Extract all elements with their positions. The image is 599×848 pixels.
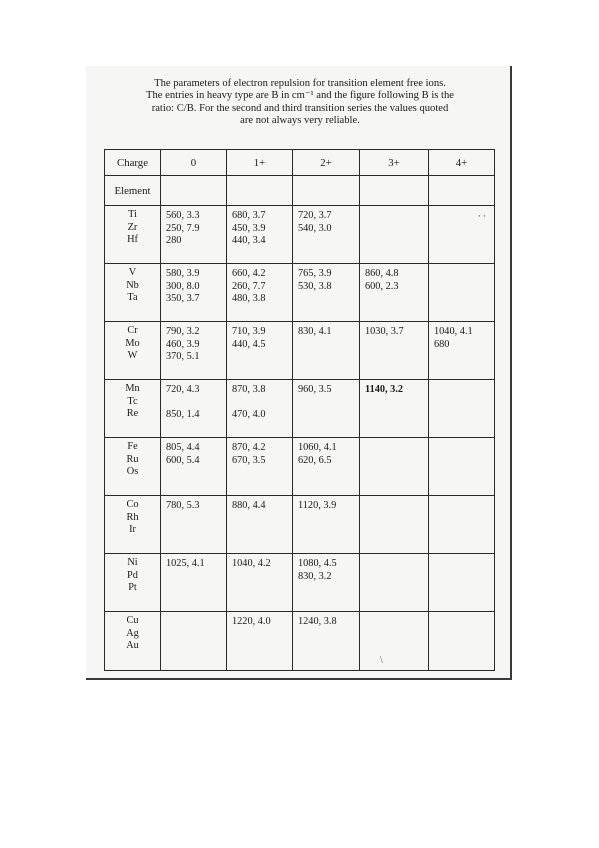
parameter-value <box>434 571 494 584</box>
header-row <box>105 150 495 176</box>
parameter-value <box>166 629 226 642</box>
parameter-value <box>298 641 359 654</box>
parameter-value <box>365 500 428 513</box>
parameter-value <box>434 235 494 248</box>
parameter-value <box>434 525 494 538</box>
parameter-value <box>434 384 494 397</box>
parameter-cell <box>360 206 429 264</box>
parameter-value <box>298 525 359 538</box>
parameter-value: 830, 3.2 <box>298 570 332 582</box>
parameter-value <box>434 442 494 455</box>
parameter-value: 540, 3.0 <box>298 222 332 234</box>
element-symbol: Zr <box>127 221 138 233</box>
parameter-value <box>365 583 428 596</box>
parameter-cell <box>429 496 495 554</box>
parameter-value: 470, 4.0 <box>232 409 266 420</box>
parameter-value <box>166 616 226 629</box>
parameter-value <box>232 525 292 538</box>
parameter-cell <box>227 612 293 671</box>
parameter-value: 765, 3.9 <box>298 268 332 279</box>
element-symbol: Hf <box>127 234 138 245</box>
parameter-value: 1040, 4.1 <box>434 326 473 337</box>
charge-3-header: 3+ <box>360 150 429 176</box>
parameter-value <box>232 351 292 364</box>
parameter-value: 280 <box>166 235 182 246</box>
parameter-value: 1240, 3.8 <box>298 616 337 627</box>
element-symbol: Tc <box>127 395 138 407</box>
element-symbol: Re <box>126 408 139 419</box>
electron-repulsion-table <box>104 149 495 671</box>
parameter-value: 880, 4.4 <box>232 500 266 511</box>
parameter-cell <box>227 554 293 612</box>
parameter-value <box>434 455 494 468</box>
parameter-cell <box>227 438 293 496</box>
parameter-value: 870, 3.8 <box>232 384 266 395</box>
element-group-row <box>105 438 495 496</box>
element-symbol: Mo <box>125 337 140 349</box>
parameter-value: 720, 4.3 <box>166 384 200 395</box>
parameter-value <box>434 409 494 422</box>
parameter-value <box>365 351 428 364</box>
parameter-value: 530, 3.8 <box>298 280 332 292</box>
caption-line: The parameters of electron repulsion for transition element free ions. <box>154 78 446 89</box>
parameter-value <box>166 641 226 654</box>
parameter-value: 580, 3.9 <box>166 268 200 279</box>
parameter-cell <box>429 264 495 322</box>
element-symbols-cell <box>105 206 161 264</box>
element-symbol: Ti <box>128 209 137 220</box>
parameter-cell <box>161 496 227 554</box>
element-symbol: Pd <box>127 569 138 581</box>
parameter-cell <box>293 322 360 380</box>
element-symbol: Pt <box>128 582 137 593</box>
caption-line: The entries in heavy type are B in cm⁻¹ and the figure following B is the <box>146 90 454 102</box>
parameter-value <box>365 409 428 422</box>
parameter-value: 600, 5.4 <box>166 454 200 466</box>
parameter-value <box>434 641 494 654</box>
parameter-value <box>434 293 494 306</box>
parameter-cell <box>293 554 360 612</box>
parameter-cell <box>360 496 429 554</box>
element-symbol: Mn <box>125 383 140 394</box>
charge-header: Charge <box>105 150 161 176</box>
parameter-value: 860, 4.8 <box>365 268 399 279</box>
element-group-row <box>105 496 495 554</box>
charge-4-header: 4+ <box>429 150 495 176</box>
parameter-value: 620, 6.5 <box>298 454 332 466</box>
parameter-cell <box>360 438 429 496</box>
parameter-value <box>434 281 494 294</box>
parameter-value <box>365 455 428 468</box>
parameter-cell <box>161 206 227 264</box>
empty-cell <box>293 176 360 206</box>
empty-cell <box>227 176 293 206</box>
parameter-cell <box>161 322 227 380</box>
parameter-value: 460, 3.9 <box>166 338 200 350</box>
parameter-cell <box>227 322 293 380</box>
element-group-row <box>105 380 495 438</box>
parameter-cell <box>227 380 293 438</box>
parameter-cell <box>360 322 429 380</box>
element-symbol: Cu <box>126 615 139 626</box>
parameter-value <box>434 616 494 629</box>
parameter-value <box>434 513 494 526</box>
parameter-value <box>365 442 428 455</box>
parameter-value <box>434 223 494 236</box>
parameter-value: 960, 3.5 <box>298 384 332 395</box>
parameter-value: 660, 4.2 <box>232 268 266 279</box>
element-symbol: Co <box>126 499 139 510</box>
parameter-cell <box>161 264 227 322</box>
parameter-value: 370, 5.1 <box>166 351 200 362</box>
parameter-cell <box>161 438 227 496</box>
element-symbol: Ta <box>127 292 138 303</box>
element-symbol: Os <box>126 466 139 477</box>
parameter-value: 670, 3.5 <box>232 454 266 466</box>
parameter-value <box>434 397 494 410</box>
parameter-value <box>298 397 359 410</box>
parameter-value: 1120, 3.9 <box>298 500 337 511</box>
parameter-value <box>434 351 494 364</box>
parameter-cell <box>429 554 495 612</box>
parameter-value: 720, 3.7 <box>298 210 332 221</box>
parameter-value: 680 <box>434 338 450 350</box>
parameter-cell <box>227 206 293 264</box>
parameter-value <box>365 513 428 526</box>
parameter-value: 450, 3.9 <box>232 222 266 234</box>
element-header: Element <box>105 176 161 206</box>
parameter-value: 870, 4.2 <box>232 442 266 453</box>
parameter-value <box>166 525 226 538</box>
parameter-value <box>298 629 359 642</box>
element-symbols-cell <box>105 322 161 380</box>
element-label-row <box>105 176 495 206</box>
table-body <box>105 150 495 671</box>
parameter-cell <box>360 554 429 612</box>
parameter-cell <box>429 322 495 380</box>
parameter-value: 1040, 4.2 <box>232 558 271 569</box>
element-symbol: Ru <box>126 453 139 465</box>
element-symbols-cell <box>105 438 161 496</box>
element-symbol: Ir <box>129 524 136 535</box>
element-symbol: W <box>127 350 138 361</box>
element-group-row <box>105 612 495 671</box>
element-symbol: Fe <box>127 441 138 452</box>
parameter-value <box>365 641 428 654</box>
parameter-value <box>434 268 494 281</box>
parameter-value <box>365 397 428 410</box>
parameter-value: 805, 4.4 <box>166 442 200 453</box>
parameter-value: 710, 3.9 <box>232 326 266 337</box>
parameter-cell <box>429 206 495 264</box>
parameter-cell <box>293 380 360 438</box>
parameter-value: 830, 4.1 <box>298 326 332 337</box>
scan-mark: \ <box>380 655 383 666</box>
empty-cell <box>161 176 227 206</box>
parameter-cell <box>293 264 360 322</box>
parameter-cell <box>293 496 360 554</box>
parameter-value: 1080, 4.5 <box>298 558 337 569</box>
element-group-row <box>105 264 495 322</box>
parameter-value <box>166 467 226 480</box>
element-symbols-cell <box>105 612 161 671</box>
element-symbol: Au <box>126 640 139 651</box>
element-symbol: Ni <box>127 557 138 568</box>
caption-line: are not always very reliable. <box>240 115 360 127</box>
parameter-value: 780, 5.3 <box>166 500 200 511</box>
parameter-value <box>365 571 428 584</box>
parameter-cell <box>360 612 429 671</box>
parameter-value <box>298 293 359 306</box>
parameter-cell <box>429 438 495 496</box>
parameter-value: 600, 2.3 <box>365 280 399 292</box>
parameter-value: · · <box>477 211 486 221</box>
parameter-value: 1060, 4.1 <box>298 442 337 453</box>
parameter-value <box>434 583 494 596</box>
parameter-value: 480, 3.8 <box>232 293 266 304</box>
element-symbols-cell <box>105 264 161 322</box>
parameter-value <box>365 339 428 352</box>
parameter-cell <box>293 438 360 496</box>
parameter-cell <box>293 612 360 671</box>
parameter-value: 300, 8.0 <box>166 280 200 292</box>
parameter-value <box>232 397 292 410</box>
parameter-value <box>365 210 428 223</box>
element-group-row <box>105 322 495 380</box>
parameter-value: 1140, 3.2 <box>365 384 404 395</box>
charge-1-header: 1+ <box>227 150 293 176</box>
parameter-cell <box>360 380 429 438</box>
empty-cell <box>360 176 429 206</box>
element-symbol: Nb <box>126 279 139 291</box>
parameter-cell <box>227 264 293 322</box>
element-symbol: V <box>128 267 137 278</box>
parameter-value <box>298 351 359 364</box>
element-group-row <box>105 554 495 612</box>
element-symbols-cell <box>105 380 161 438</box>
parameter-cell <box>429 380 495 438</box>
parameter-value <box>365 467 428 480</box>
parameter-value: 1030, 3.7 <box>365 326 404 337</box>
parameter-value <box>166 397 226 410</box>
table-caption <box>100 78 500 128</box>
parameter-value: 560, 3.3 <box>166 210 200 221</box>
parameter-value: 440, 4.5 <box>232 338 266 350</box>
parameter-value: 350, 3.7 <box>166 293 200 304</box>
parameter-value <box>365 235 428 248</box>
parameter-value <box>298 235 359 248</box>
empty-cell <box>429 176 495 206</box>
caption-line: ratio: C/B. For the second and third transition series the values quoted <box>151 102 449 114</box>
parameter-value <box>434 500 494 513</box>
element-group-row <box>105 206 495 264</box>
parameter-value <box>434 558 494 571</box>
parameter-value <box>298 467 359 480</box>
parameter-cell <box>161 380 227 438</box>
parameter-value: 790, 3.2 <box>166 326 200 337</box>
parameter-value <box>365 223 428 236</box>
parameter-value <box>298 339 359 352</box>
parameter-value: 250, 7.9 <box>166 222 200 234</box>
parameter-value <box>365 629 428 642</box>
parameter-cell <box>161 554 227 612</box>
parameter-value <box>232 571 292 584</box>
parameter-cell <box>360 264 429 322</box>
parameter-value: 680, 3.7 <box>232 210 266 221</box>
parameter-value <box>232 467 292 480</box>
parameter-cell <box>161 612 227 671</box>
parameter-value <box>166 583 226 596</box>
charge-0-header: 0 <box>161 150 227 176</box>
parameter-value <box>365 525 428 538</box>
parameter-value <box>298 513 359 526</box>
parameter-value <box>434 467 494 480</box>
parameter-value <box>166 571 226 584</box>
parameter-value <box>298 409 359 422</box>
parameter-value: 1025, 4.1 <box>166 558 205 569</box>
parameter-value <box>232 513 292 526</box>
parameter-value <box>298 583 359 596</box>
charge-2-header: 2+ <box>293 150 360 176</box>
element-symbols-cell <box>105 554 161 612</box>
parameter-value <box>232 629 292 642</box>
parameter-value <box>434 629 494 642</box>
parameter-value: 260, 7.7 <box>232 280 266 292</box>
parameter-value: 440, 3.4 <box>232 235 266 246</box>
parameter-value <box>365 616 428 629</box>
element-symbol: Cr <box>127 325 138 336</box>
parameter-value <box>365 293 428 306</box>
element-symbols-cell <box>105 496 161 554</box>
parameter-cell <box>293 206 360 264</box>
parameter-value: 1220, 4.0 <box>232 616 271 627</box>
parameter-value <box>365 558 428 571</box>
parameter-cell <box>429 612 495 671</box>
element-symbol: Rh <box>126 511 139 523</box>
parameter-value <box>232 583 292 596</box>
parameter-cell <box>227 496 293 554</box>
parameter-value <box>166 513 226 526</box>
parameter-value: 850, 1.4 <box>166 409 200 420</box>
element-symbol: Ag <box>126 627 139 639</box>
parameter-value <box>232 641 292 654</box>
